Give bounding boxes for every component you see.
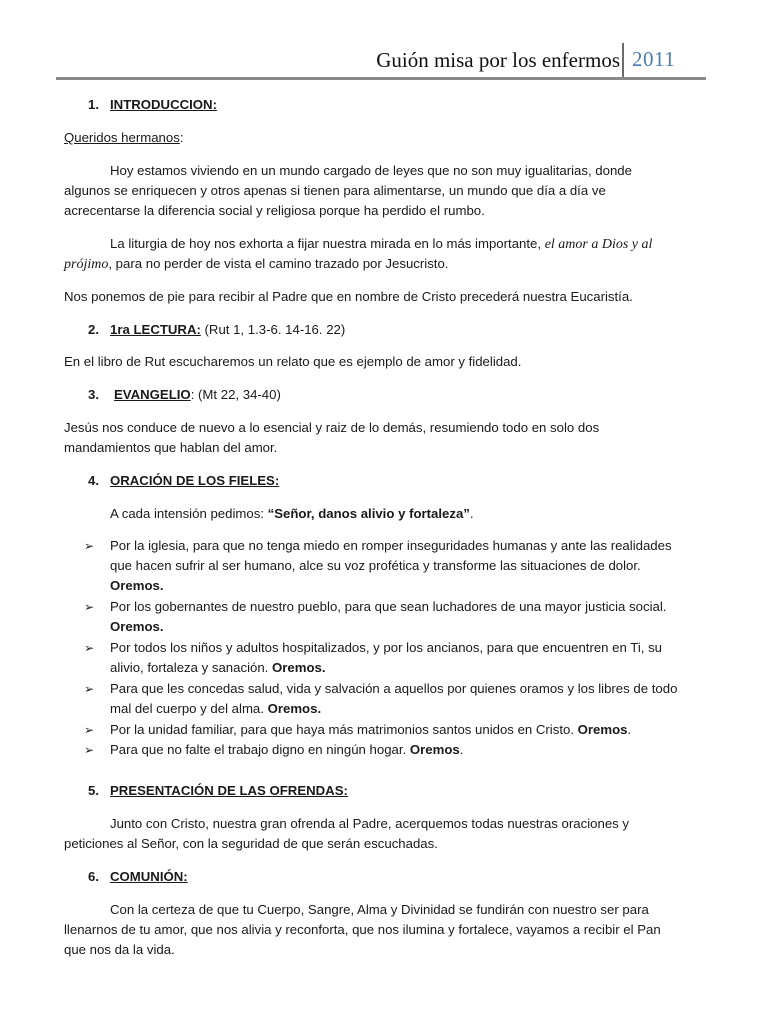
prayer-intro: A cada intensión pedimos: “Señor, danos alivio y fortaleza”. xyxy=(110,506,474,521)
section-5-heading: PRESENTACIÓN DE LAS OFRENDAS: xyxy=(110,783,348,798)
header-rule xyxy=(56,77,706,80)
bullet-arrow-icon: ➢ xyxy=(84,682,95,696)
intro-paragraph-2-line-2: prójimo, para no perder de vista el camino trazado por Jesucristo. xyxy=(64,256,449,272)
section-1-heading: INTRODUCCION: xyxy=(110,97,217,112)
intro-paragraph-2-line-1: La liturgia de hoy nos exhorta a fijar nuestra mirada en lo más importante, el amor a Dios y al xyxy=(110,236,653,252)
bullet-arrow-icon: ➢ xyxy=(84,600,95,614)
section-2-heading: 1ra LECTURA: (Rut 1, 1.3-6. 14-16. 22) xyxy=(110,322,346,337)
intro-paragraph-1-line-1: Hoy estamos viviendo en un mundo cargado de leyes que no son muy igualitarias, donde xyxy=(110,163,632,178)
document-title: Guión misa por los enfermos xyxy=(376,48,620,72)
bullet-arrow-icon: ➢ xyxy=(84,539,95,553)
greeting: Queridos hermanos: xyxy=(64,130,184,145)
intro-paragraph-1-line-3: acrecentarse la diferencia social y religiosa porque ha perdido el rumbo. xyxy=(64,203,485,218)
emphasis-text-2: prójimo xyxy=(64,257,109,272)
prayer-1-line-2: que hacen sufrir al ser humano, alce su voz profética y transforme las situaciones de dolor. xyxy=(110,558,641,573)
prayer-6-line-1: Para que no falte el trabajo digno en ningún hogar. Oremos. xyxy=(110,742,464,757)
section-3-text-line-2: mandamientos que hablan del amor. xyxy=(64,440,278,455)
bullet-arrow-icon: ➢ xyxy=(84,641,95,655)
section-3-heading: EVANGELIO: (Mt 22, 34-40) xyxy=(114,387,281,402)
section-1-number: 1. xyxy=(88,97,99,112)
prayer-3-line-1: Por todos los niños y adultos hospitalizados, y por los ancianos, para que encuentren en Ti, su xyxy=(110,640,663,655)
section-5-number: 5. xyxy=(88,783,99,798)
section-6-heading: COMUNIÓN: xyxy=(110,869,188,884)
prayer-response: “Señor, danos alivio y fortaleza” xyxy=(267,506,470,521)
section-3-number: 3. xyxy=(88,387,99,402)
header-divider xyxy=(622,43,624,77)
document-year: 2011 xyxy=(632,47,676,71)
prayer-2-oremos: Oremos. xyxy=(110,619,164,634)
section-6-number: 6. xyxy=(88,869,99,884)
page-header xyxy=(56,40,706,80)
section-5-text-line-2: peticiones al Señor, con la seguridad de que serán escuchadas. xyxy=(64,836,438,851)
prayer-3-line-2: alivio, fortaleza y sanación. Oremos. xyxy=(110,660,326,675)
section-2-number: 2. xyxy=(88,322,99,337)
prayer-1-line-1: Por la iglesia, para que no tenga miedo en romper inseguridades humanas y ante las realidades xyxy=(110,538,672,553)
section-4-number: 4. xyxy=(88,473,99,488)
bullet-arrow-icon: ➢ xyxy=(84,743,95,757)
section-6-text-line-3: que nos da la vida. xyxy=(64,942,175,957)
prayer-4-line-1: Para que les concedas salud, vida y salvación a aquellos por quienes oramos y los libres de todo xyxy=(110,681,678,696)
prayer-1-oremos: Oremos. xyxy=(110,578,164,593)
section-5-text-line-1: Junto con Cristo, nuestra gran ofrenda al Padre, acerquemos todas nuestras oraciones y xyxy=(110,816,630,831)
section-3-text-line-1: Jesús nos conduce de nuevo a lo esencial y raiz de lo demás, resumiendo todo en solo dos xyxy=(64,420,600,435)
emphasis-text: el amor a Dios y al xyxy=(544,237,653,252)
bullet-arrow-icon: ➢ xyxy=(84,723,95,737)
prayer-5-line-1: Por la unidad familiar, para que haya más matrimonios santos unidos en Cristo. Oremos. xyxy=(110,722,632,737)
section-2-text: En el libro de Rut escucharemos un relato que es ejemplo de amor y fidelidad. xyxy=(64,354,522,369)
section-6-text-line-1: Con la certeza de que tu Cuerpo, Sangre, Alma y Divinidad se fundirán con nuestro ser para xyxy=(110,902,649,917)
section-4-heading: ORACIÓN DE LOS FIELES: xyxy=(110,473,280,488)
prayer-4-line-2: mal del cuerpo y del alma. Oremos. xyxy=(110,701,322,716)
prayer-2-line-1: Por los gobernantes de nuestro pueblo, para que sean luchadores de una mayor justicia social. xyxy=(110,599,667,614)
intro-paragraph-3: Nos ponemos de pie para recibir al Padre que en nombre de Cristo precederá nuestra Eucaristía. xyxy=(64,289,633,304)
intro-paragraph-1-line-2: algunos se enriquecen y otros apenas si tienen para alimentarse, un mundo que día a día ve xyxy=(64,183,606,198)
section-6-text-line-2: llenarnos de tu amor, que nos alivia y reconforta, que nos ilumina y fortalece, vayamos a recibir el Pan xyxy=(64,922,661,937)
